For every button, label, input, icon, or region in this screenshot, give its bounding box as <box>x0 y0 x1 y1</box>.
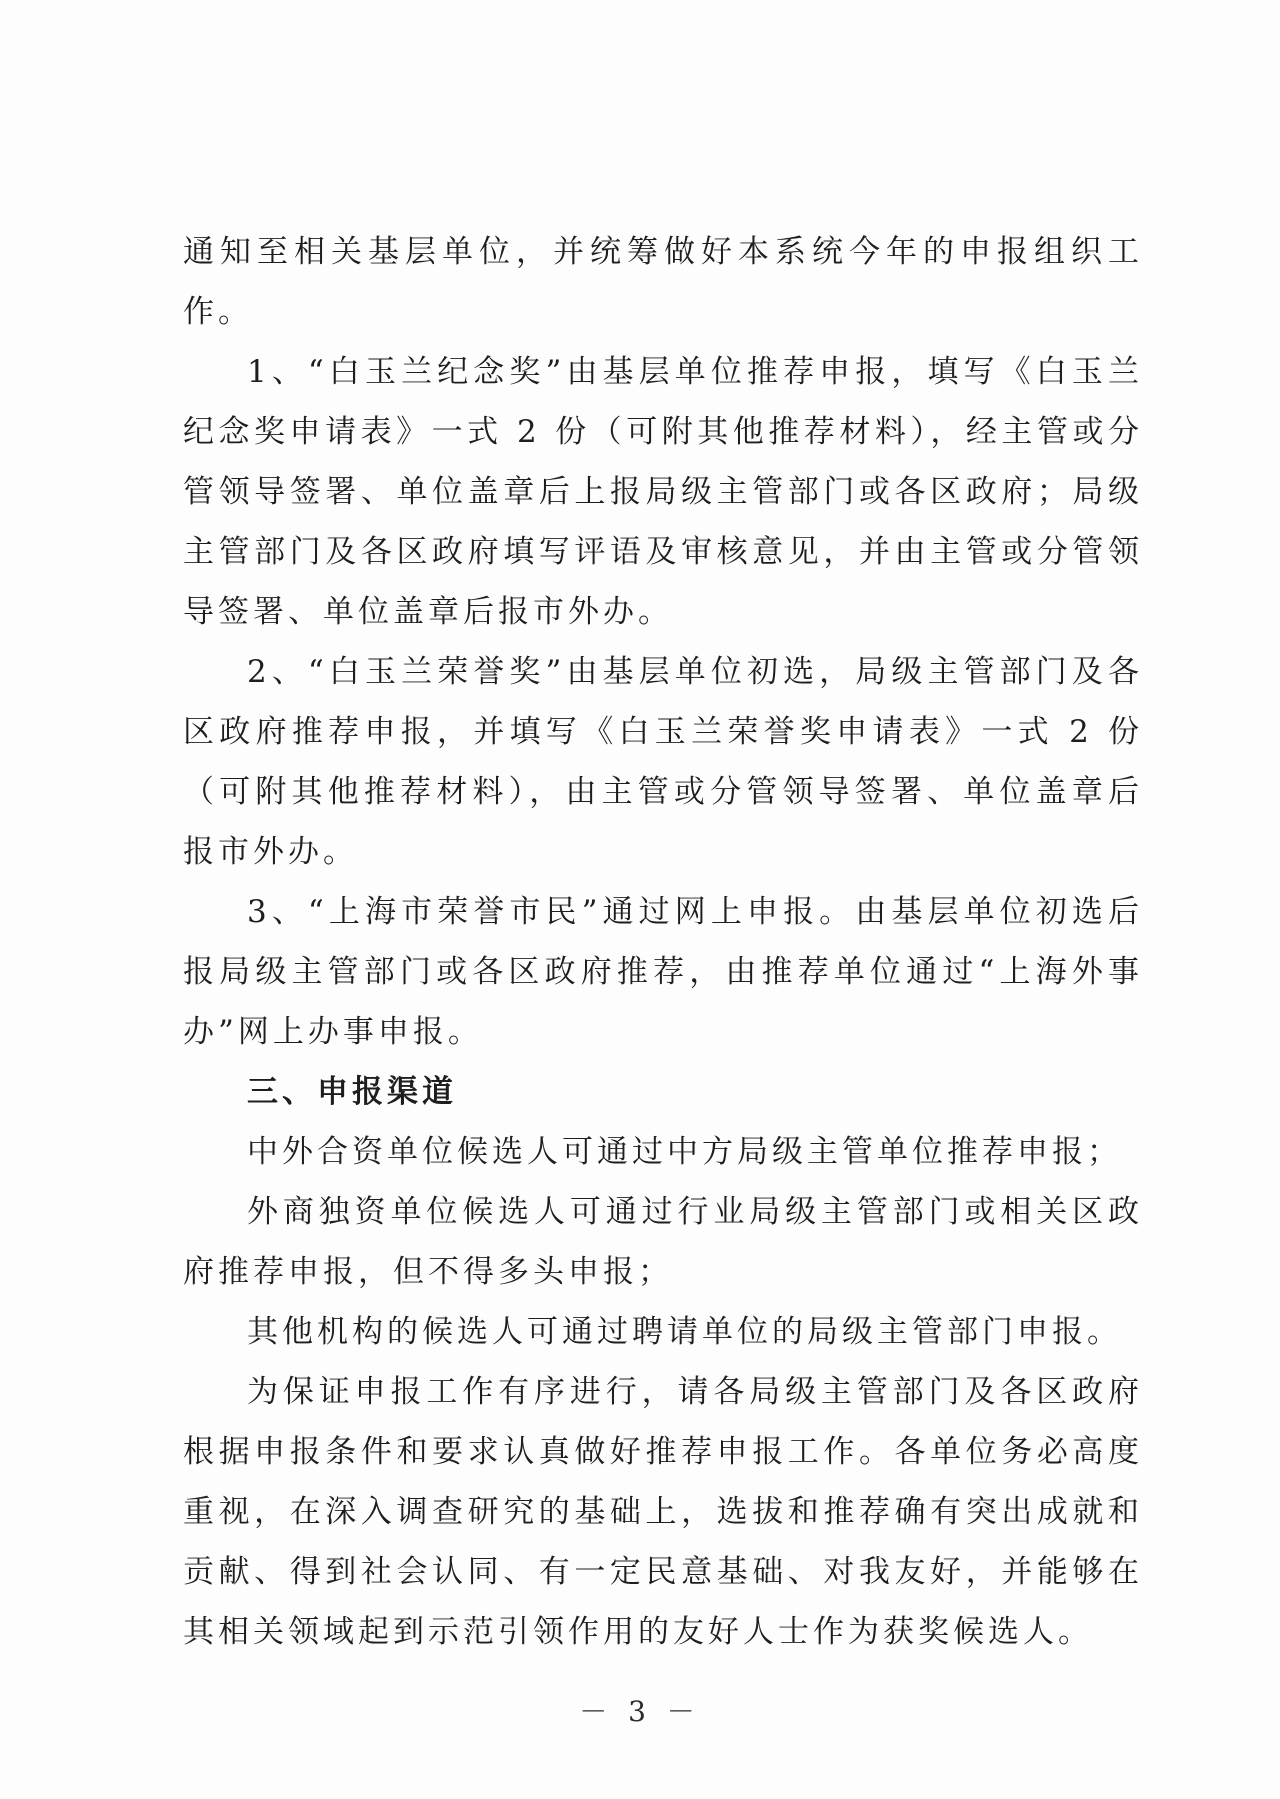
paragraph-channel-foreign-owned: 外商独资单位候选人可通过行业局级主管部门或相关区政府推荐申报，但不得多头申报； <box>183 1194 1143 1290</box>
paragraph-item-3: 3、“上海市荣誉市民”通过网上申报。由基层单位初选后报局级主管部门或各区政府推荐，由推荐单位通过“上海外事办”网上办事申报。 <box>183 894 1143 1050</box>
paragraph-intro: 通知至相关基层单位，并统筹做好本系统今年的申报组织工作。 <box>183 234 1143 330</box>
section-heading: 三、申报渠道 <box>247 1074 457 1110</box>
paragraph-item-1: 1、“白玉兰纪念奖”由基层单位推荐申报，填写《白玉兰纪念奖申请表》一式 2 份（可附其他推荐材料），经主管或分管领导签署、单位盖章后上报局级主管部门或各区政府；局级主管部门及各区政府填写评语及审核意见，并由主管或分管领导签署、单位盖章后报市外办。 <box>183 354 1143 630</box>
document-body <box>183 222 1143 1662</box>
paragraph-requirements: 为保证申报工作有序进行，请各局级主管部门及各区政府根据申报条件和要求认真做好推荐申报工作。各单位务必高度重视，在深入调查研究的基础上，选拔和推荐确有突出成就和贡献、得到社会认同、有一定民意基础、对我友好，并能够在其相关领域起到示范引领作用的友好人士作为获奖候选人。 <box>183 1374 1143 1650</box>
paragraph-item-2: 2、“白玉兰荣誉奖”由基层单位初选，局级主管部门及各区政府推荐申报，并填写《白玉兰荣誉奖申请表》一式 2 份（可附其他推荐材料），由主管或分管领导签署、单位盖章后报市外办。 <box>183 654 1143 870</box>
paragraph-channel-joint-venture: 中外合资单位候选人可通过中方局级主管单位推荐申报； <box>247 1134 1122 1170</box>
paragraph-channel-other: 其他机构的候选人可通过聘请单位的局级主管部门申报。 <box>247 1314 1122 1350</box>
page-number: － 3 － <box>579 1695 701 1728</box>
